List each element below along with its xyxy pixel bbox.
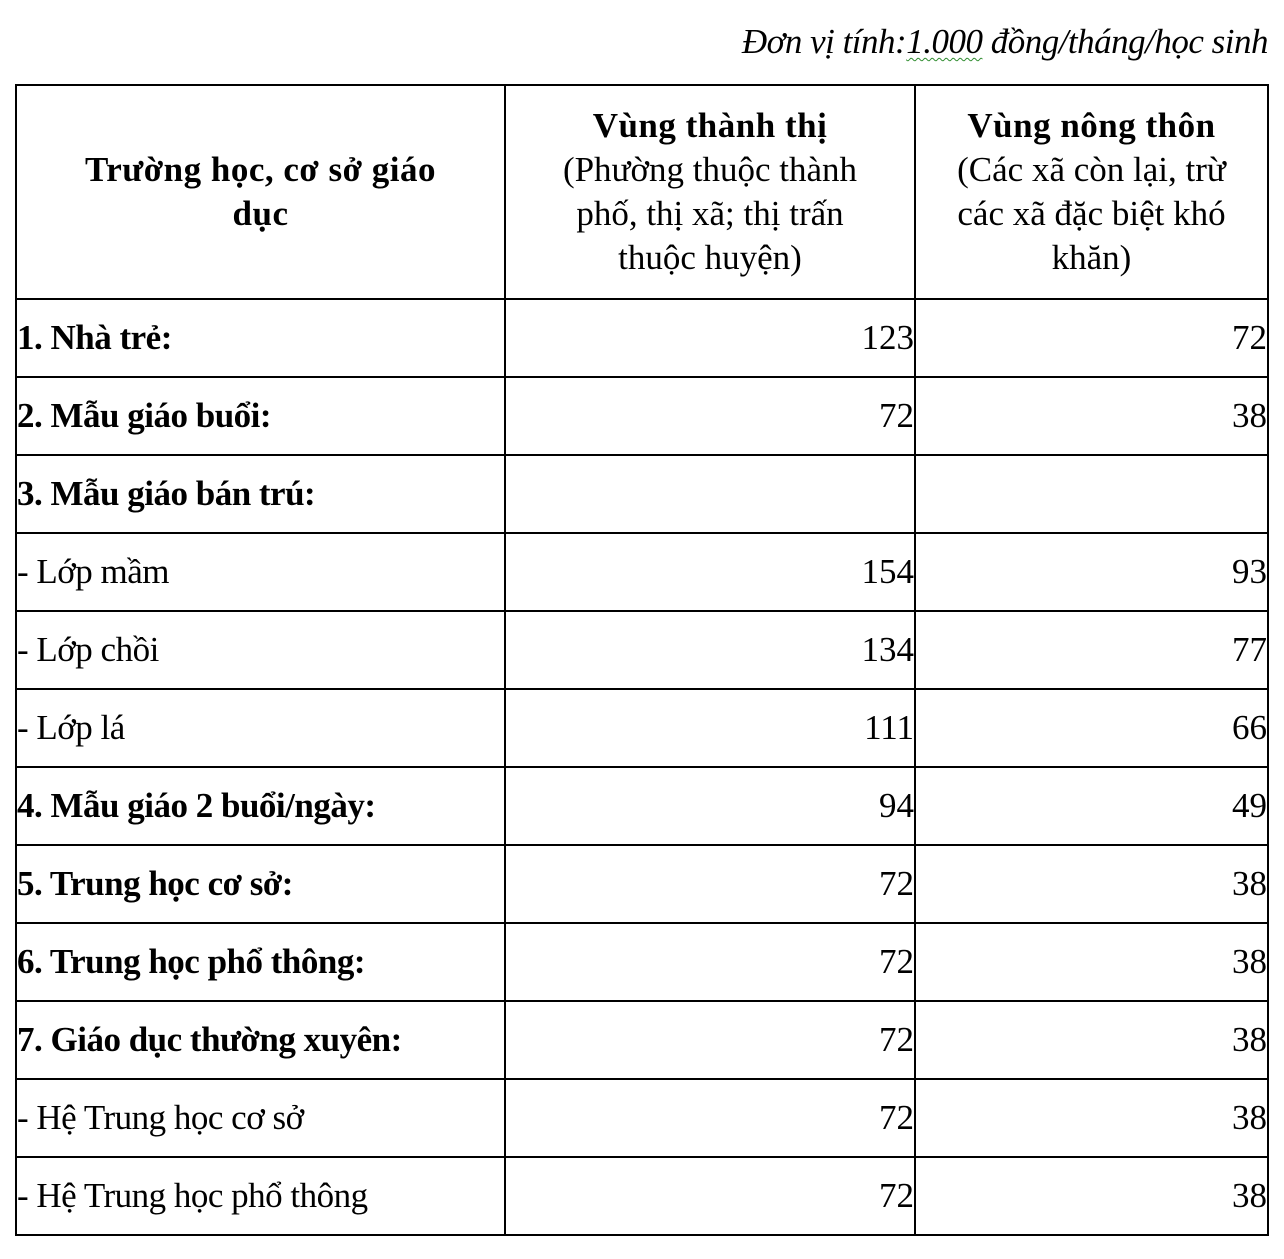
header-urban-title: Vùng thành thị	[592, 106, 828, 145]
header-school-type-title: Trường học, cơ sở giáo dục	[84, 150, 437, 233]
table-row	[16, 611, 1268, 689]
rural-fee-cell: 38	[915, 377, 1268, 455]
table-row	[16, 689, 1268, 767]
table-row	[16, 1157, 1268, 1235]
rural-fee-cell: 72	[915, 299, 1268, 377]
row-label: 4. Mẫu giáo 2 buổi/ngày:	[16, 767, 505, 845]
rural-fee-cell: 38	[915, 1157, 1268, 1235]
urban-fee-cell: 72	[505, 377, 915, 455]
table-row	[16, 455, 1268, 533]
table-row	[16, 923, 1268, 1001]
urban-fee-cell: 72	[505, 845, 915, 923]
header-rural-title: Vùng nông thôn	[967, 106, 1216, 145]
unit-note	[742, 22, 1268, 62]
rural-fee-cell: 38	[915, 1079, 1268, 1157]
table-row	[16, 1079, 1268, 1157]
urban-fee-cell	[505, 455, 915, 533]
table-row	[16, 533, 1268, 611]
header-row	[16, 85, 1268, 299]
header-urban-subtitle: (Phường thuộc thành phố, thị xã; thị trấn thuộc huyện)	[562, 150, 858, 277]
rural-fee-cell: 38	[915, 923, 1268, 1001]
urban-fee-cell: 111	[505, 689, 915, 767]
unit-note-amount: 1.000	[906, 22, 983, 61]
row-label: - Lớp chồi	[16, 611, 505, 689]
urban-fee-cell: 72	[505, 1157, 915, 1235]
rural-fee-cell: 93	[915, 533, 1268, 611]
row-label: - Lớp lá	[16, 689, 505, 767]
rural-fee-cell	[915, 455, 1268, 533]
table-body	[16, 299, 1268, 1235]
rural-fee-cell: 38	[915, 845, 1268, 923]
header-rural-subtitle: (Các xã còn lại, trừ các xã đặc biệt khó khăn)	[957, 150, 1226, 277]
unit-note-suffix: đồng/tháng/học sinh	[982, 22, 1268, 61]
row-label: - Lớp mầm	[16, 533, 505, 611]
urban-fee-cell: 72	[505, 923, 915, 1001]
header-rural	[915, 85, 1268, 299]
urban-fee-cell: 134	[505, 611, 915, 689]
row-label: 1. Nhà trẻ:	[16, 299, 505, 377]
row-label: 7. Giáo dục thường xuyên:	[16, 1001, 505, 1079]
table-row	[16, 377, 1268, 455]
fee-table	[15, 84, 1269, 1236]
rural-fee-cell: 77	[915, 611, 1268, 689]
unit-note-prefix: Đơn vị tính:	[741, 22, 907, 61]
row-label: 6. Trung học phổ thông:	[16, 923, 505, 1001]
rural-fee-cell: 38	[915, 1001, 1268, 1079]
urban-fee-cell: 123	[505, 299, 915, 377]
header-urban	[505, 85, 915, 299]
rural-fee-cell: 49	[915, 767, 1268, 845]
urban-fee-cell: 94	[505, 767, 915, 845]
row-label: 2. Mẫu giáo buổi:	[16, 377, 505, 455]
urban-fee-cell: 154	[505, 533, 915, 611]
row-label: - Hệ Trung học phổ thông	[16, 1157, 505, 1235]
urban-fee-cell: 72	[505, 1001, 915, 1079]
urban-fee-cell: 72	[505, 1079, 915, 1157]
table-row	[16, 767, 1268, 845]
table-row	[16, 1001, 1268, 1079]
table-row	[16, 299, 1268, 377]
table-row	[16, 845, 1268, 923]
row-label: 5. Trung học cơ sở:	[16, 845, 505, 923]
rural-fee-cell: 66	[915, 689, 1268, 767]
row-label: - Hệ Trung học cơ sở	[16, 1079, 505, 1157]
header-school-type	[16, 85, 505, 299]
row-label: 3. Mẫu giáo bán trú:	[16, 455, 505, 533]
